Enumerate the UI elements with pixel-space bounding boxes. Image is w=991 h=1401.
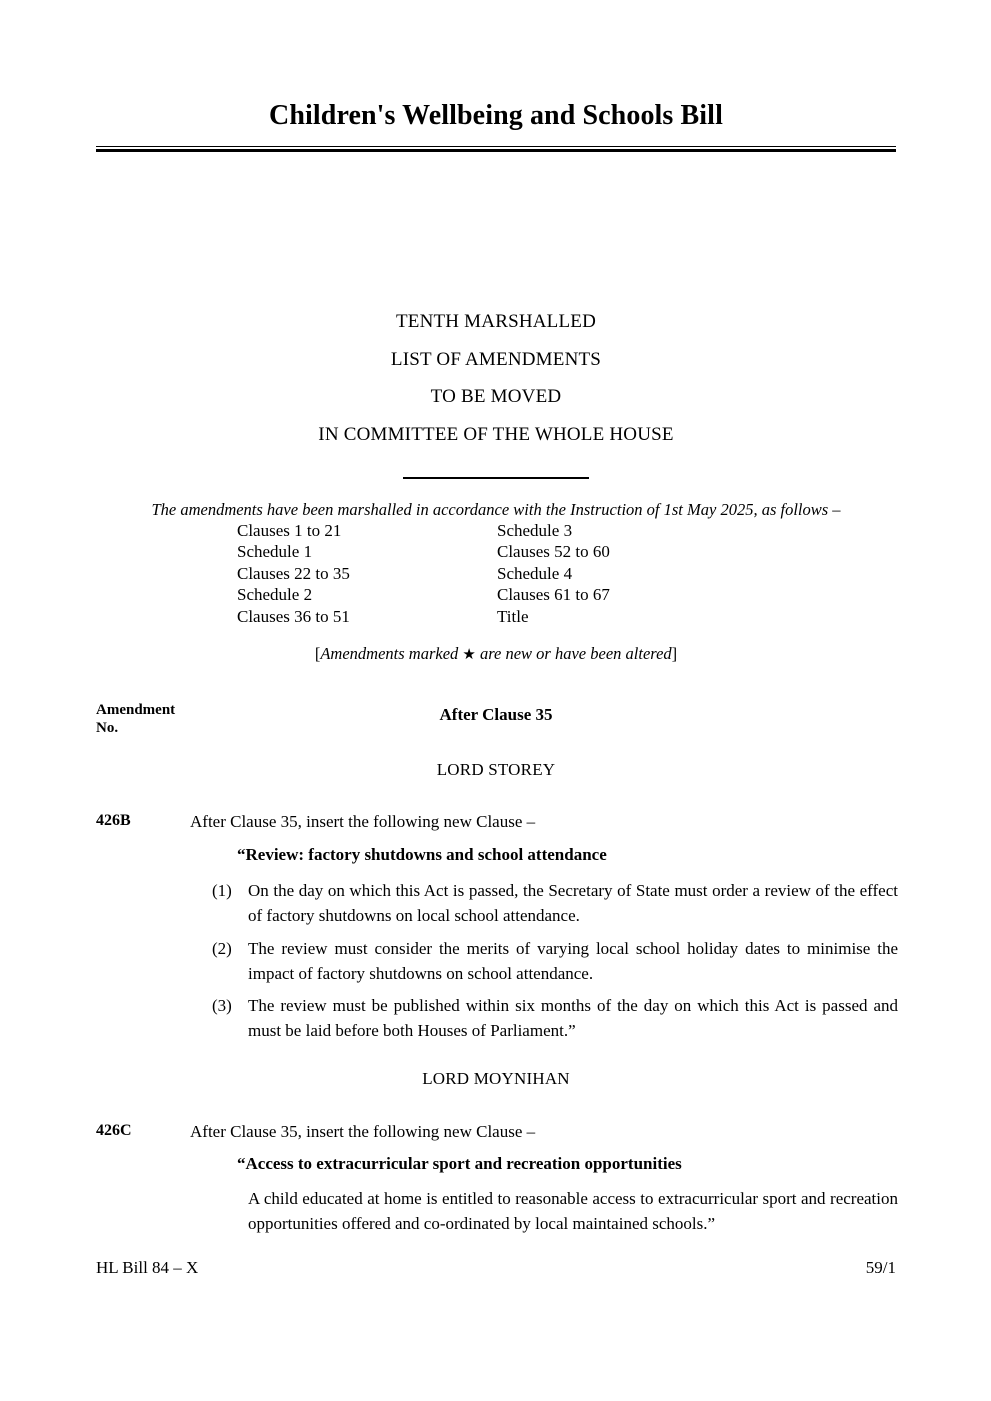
amendment-paragraph-2 xyxy=(212,937,898,986)
heading-line-3: TO BE MOVED xyxy=(430,386,562,407)
amendment-number-426b[interactable]: 426B xyxy=(96,812,131,829)
amendment-number-426c[interactable]: 426C xyxy=(96,1122,132,1139)
clause-order-left-5: Clauses 36 to 51 xyxy=(237,606,350,626)
table-row xyxy=(237,584,757,605)
heading-line-1: TENTH MARSHALLED xyxy=(395,311,597,332)
clause-order-left-1: Clauses 1 to 21 xyxy=(237,521,342,540)
amendment-paragraph-3 xyxy=(212,994,898,1043)
amendment-lead-in-426b: After Clause 35, insert the following new Clause – xyxy=(190,812,536,831)
footer-bill-reference: HL Bill 84 – X xyxy=(96,1258,199,1277)
clause-order-right-1: Schedule 3 xyxy=(497,521,573,540)
clause-order-table xyxy=(237,520,757,627)
note-close-bracket: ] xyxy=(671,644,678,663)
paragraph-number-1: (1) xyxy=(212,881,232,900)
section-heading-after-clause-35: After Clause 35 xyxy=(439,705,553,724)
star-icon: ★ xyxy=(462,647,476,663)
heading-line-4: IN COMMITTEE OF THE WHOLE HOUSE xyxy=(318,423,674,445)
page-title: Children's Wellbeing and Schools Bill xyxy=(269,100,723,131)
marshalling-instruction: The amendments have been marshalled in accordance with the Instruction of 1st May 2025, as follows – xyxy=(151,500,841,519)
heading-separator-rule xyxy=(96,477,896,479)
clause-order-right-5: Title xyxy=(497,606,529,626)
table-row xyxy=(237,520,757,541)
amendment-paragraph-1 xyxy=(212,879,898,928)
clause-title-426b: “Review: factory shutdowns and school attendance xyxy=(237,845,607,864)
page-footer xyxy=(96,1258,896,1278)
table-row xyxy=(237,606,757,627)
amendment-plain-paragraph: A child educated at home is entitled to reasonable access to extracurricular sport and recreation opportunities offered and co-ordinated by local maintained schools.” xyxy=(248,1189,898,1233)
table-row xyxy=(237,541,757,562)
clause-title-426c: “Access to extracurricular sport and recreation opportunities xyxy=(237,1154,682,1173)
paragraph-text-3: The review must be published within six months of the day on which this Act is passed and must be laid before both Houses of Parliament.” xyxy=(248,996,898,1040)
paragraph-number-3: (3) xyxy=(212,996,232,1015)
clause-order-left-2: Schedule 1 xyxy=(237,542,313,562)
clause-order-right-2: Clauses 52 to 60 xyxy=(497,542,610,562)
rule-thick xyxy=(96,149,896,152)
amendment-lead-in-426c: After Clause 35, insert the following new Clause – xyxy=(190,1122,536,1141)
note-text-before: Amendments marked xyxy=(320,644,463,663)
clause-order-left-3: Clauses 22 to 35 xyxy=(237,563,350,583)
footer-page-number: 59/1 xyxy=(865,1258,896,1277)
table-row xyxy=(237,563,757,584)
note-open-bracket: [ xyxy=(314,644,321,663)
paragraph-text-1: On the day on which this Act is passed, the Secretary of State must order a review of the effect of factory shutdowns on local school attendance. xyxy=(248,881,898,925)
heading-line-2: LIST OF AMENDMENTS xyxy=(390,348,602,370)
mover-name-lord-storey: LORD STOREY xyxy=(436,760,556,779)
mover-name-lord-moynihan: LORD MOYNIHAN xyxy=(422,1069,570,1088)
clause-order-right-3: Schedule 4 xyxy=(497,563,573,583)
paragraph-text-2: The review must consider the merits of varying local school holiday dates to minimise the impact of factory shutdowns on school attendance. xyxy=(248,939,898,983)
paragraph-number-2: (2) xyxy=(212,939,232,958)
title-block xyxy=(96,100,896,152)
amendment-no-label-line1: Amendment xyxy=(96,702,176,718)
marked-amendments-note xyxy=(96,644,896,664)
clause-order-left-4: Schedule 2 xyxy=(237,585,313,605)
note-text-after: are new or have been altered xyxy=(475,644,672,663)
clause-order-right-4: Clauses 61 to 67 xyxy=(497,585,610,605)
amendment-no-label-line2: No. xyxy=(96,720,119,736)
title-double-rule xyxy=(96,146,896,152)
marshalled-list-heading xyxy=(96,303,896,479)
short-rule xyxy=(403,477,589,479)
